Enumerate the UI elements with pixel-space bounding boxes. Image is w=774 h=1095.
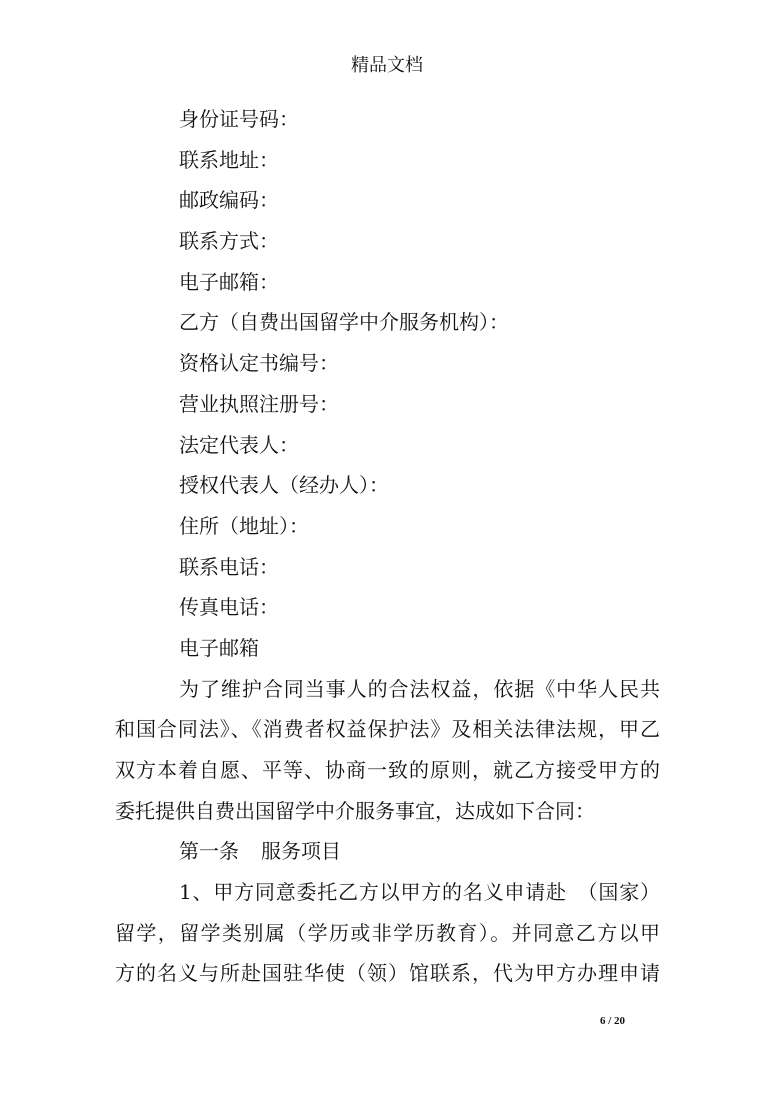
clause-1-paragraph <box>115 872 660 994</box>
field-id-number: 身份证号码： <box>179 107 299 131</box>
field-authorized-representative: 授权代表人（经办人）： <box>179 473 389 498</box>
preamble-line: 和国合同法》、《消费者权益保护法》及相关法律法规，甲乙 <box>115 717 660 742</box>
field-contact-method: 联系方式： <box>179 229 279 254</box>
field-phone: 联系电话： <box>179 554 279 579</box>
preamble-line: 双方本着自愿、平等、协商一致的原则，就乙方接受甲方的 <box>115 758 660 782</box>
clause-line: 方的名义与所赴国驻华使（领）馆联系，代为甲方办理申请 <box>115 961 660 986</box>
field-contact-address: 联系地址： <box>179 147 279 172</box>
article-title: 服务项目 <box>261 839 341 864</box>
field-email: 电子邮箱： <box>179 269 279 294</box>
field-domicile: 住所（地址）： <box>179 513 309 538</box>
preamble-line: 委托提供自费出国留学中介服务事宜，达成如下合同： <box>115 798 595 823</box>
article-heading <box>115 831 660 872</box>
field-email-b: 电子邮箱 <box>179 635 259 660</box>
field-fax: 传真电话： <box>179 595 279 620</box>
field-postal-code: 邮政编码： <box>179 188 279 213</box>
clause-line: 留学，留学类别属（学历或非学历教育）。并同意乙方以甲 <box>115 920 660 945</box>
field-business-license: 营业执照注册号： <box>179 391 339 416</box>
party-b-heading: 乙方（自费出国留学中介服务机构）： <box>179 310 509 335</box>
page-number: 6 / 20 <box>600 1015 626 1027</box>
field-legal-representative: 法定代表人： <box>179 432 299 457</box>
preamble-line: 为了维护合同当事人的合法权益，依据《中华人民共 <box>179 676 660 701</box>
article-number: 第一条 <box>179 839 239 864</box>
field-qualification-number: 资格认定书编号： <box>179 351 339 376</box>
page-header-title: 精品文档 <box>351 55 423 76</box>
clause-line: 1、甲方同意委托乙方以甲方的名义申请赴 （国家） <box>179 880 660 905</box>
document-body <box>115 99 660 994</box>
preamble-paragraph <box>115 669 660 832</box>
